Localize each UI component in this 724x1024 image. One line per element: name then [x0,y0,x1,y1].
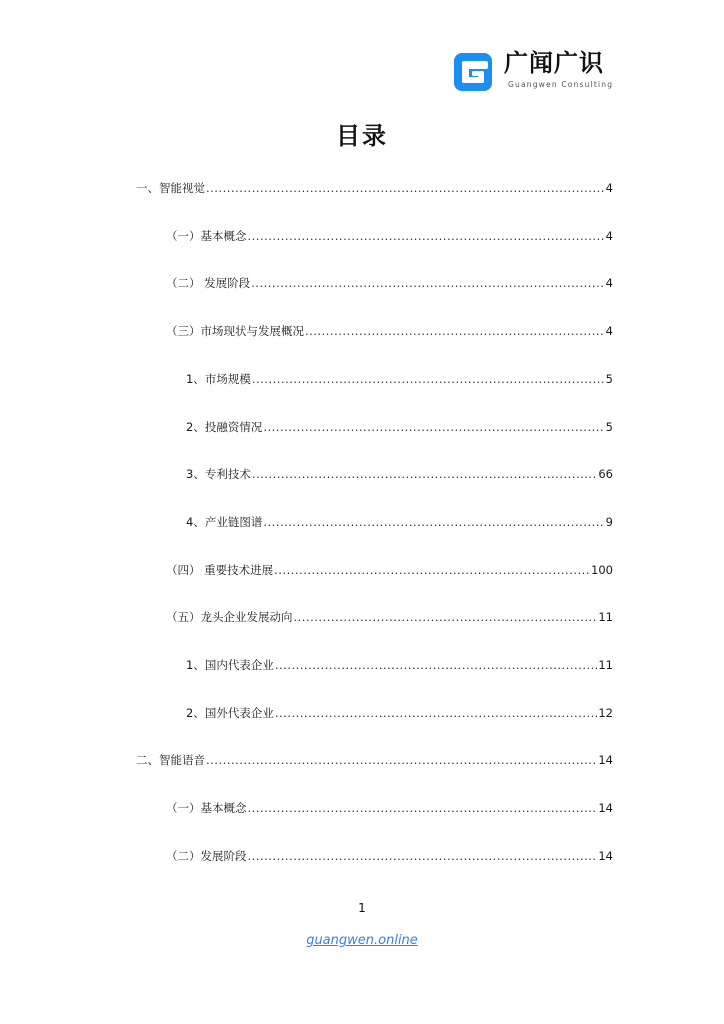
toc-entry-label: 3、专利技术 [186,467,251,482]
toc-entry-label: （一）基本概念 [166,228,247,243]
page-title: 目录 [336,122,388,150]
toc-leader-dots [248,800,598,816]
footer-link[interactable]: guangwen.online [306,933,418,948]
toc-entry[interactable] [186,371,613,387]
toc-entry[interactable] [166,275,613,291]
toc-leader-dots [206,752,597,768]
toc-entry[interactable] [166,228,613,244]
toc-entry-label: 二、智能语音 [136,753,205,768]
toc-entry-label: （一）基本概念 [166,801,247,816]
toc-leader-dots [252,466,598,482]
brand-name-cn: 广闻广识 [504,49,604,77]
toc-leader-dots [294,609,598,625]
toc-entry[interactable] [136,180,613,196]
toc-entry[interactable] [136,752,613,768]
toc-leader-dots [305,323,605,339]
toc-leader-dots [274,562,590,578]
toc-entry-page: 11 [598,658,613,672]
toc-entry-label: 4、产业链图谱 [186,514,263,529]
toc-entry-page: 4 [605,181,613,195]
toc-entry[interactable] [166,609,613,625]
toc-leader-dots [206,180,605,196]
toc-entry-page: 66 [598,467,613,482]
toc-entry-label: （四） 重要技术进展 [166,562,274,577]
toc-entry-page: 4 [605,276,613,291]
toc-entry-page: 100 [591,562,613,577]
toc-entry[interactable] [166,800,613,816]
toc-entry[interactable] [166,323,613,339]
toc-entry-label: 1、市场规模 [186,371,251,386]
toc-leader-dots [252,371,605,387]
toc-entry-page: 5 [605,371,613,386]
toc-entry-page: 5 [605,419,613,434]
toc-entry-page: 4 [605,228,613,243]
toc-entry[interactable] [166,562,613,578]
toc-leader-dots [275,657,598,673]
brand-logo [452,48,622,94]
toc-entry-label: （三）市场现状与发展概况 [166,324,304,339]
toc-entry-page: 4 [605,324,613,339]
toc-entry[interactable] [186,705,613,721]
toc-entry[interactable] [186,657,613,673]
toc-entry-page: 12 [598,705,613,720]
toc-entry[interactable] [186,514,613,530]
toc-entry-page: 14 [598,848,613,863]
brand-name-en: Guangwen Consulting [508,80,614,89]
toc-leader-dots [248,228,605,244]
toc-entry-page: 14 [598,801,613,816]
toc-entry-page: 9 [605,514,613,529]
toc-entry-label: 1、国内代表企业 [186,658,274,672]
toc-entry-page: 14 [598,753,613,768]
guangwen-logo-icon [452,51,494,93]
toc-leader-dots [248,848,598,864]
toc-entry-label: 一、智能视觉 [136,181,205,195]
toc-entry-label: （二） 发展阶段 [166,276,251,291]
toc-entry-label: （二）发展阶段 [166,848,247,863]
toc-entry-label: （五）龙头企业发展动向 [166,610,293,625]
toc-entry[interactable] [166,848,613,864]
toc-entry-page: 11 [598,610,613,625]
toc-leader-dots [275,705,598,721]
toc-entry-label: 2、国外代表企业 [186,705,274,720]
toc-leader-dots [263,514,604,530]
toc-entry[interactable] [186,466,613,482]
toc-entry[interactable] [186,419,613,435]
page-number: 1 [358,901,366,915]
toc-entry-label: 2、投融资情况 [186,419,263,434]
toc-leader-dots [263,419,604,435]
toc-leader-dots [251,275,605,291]
